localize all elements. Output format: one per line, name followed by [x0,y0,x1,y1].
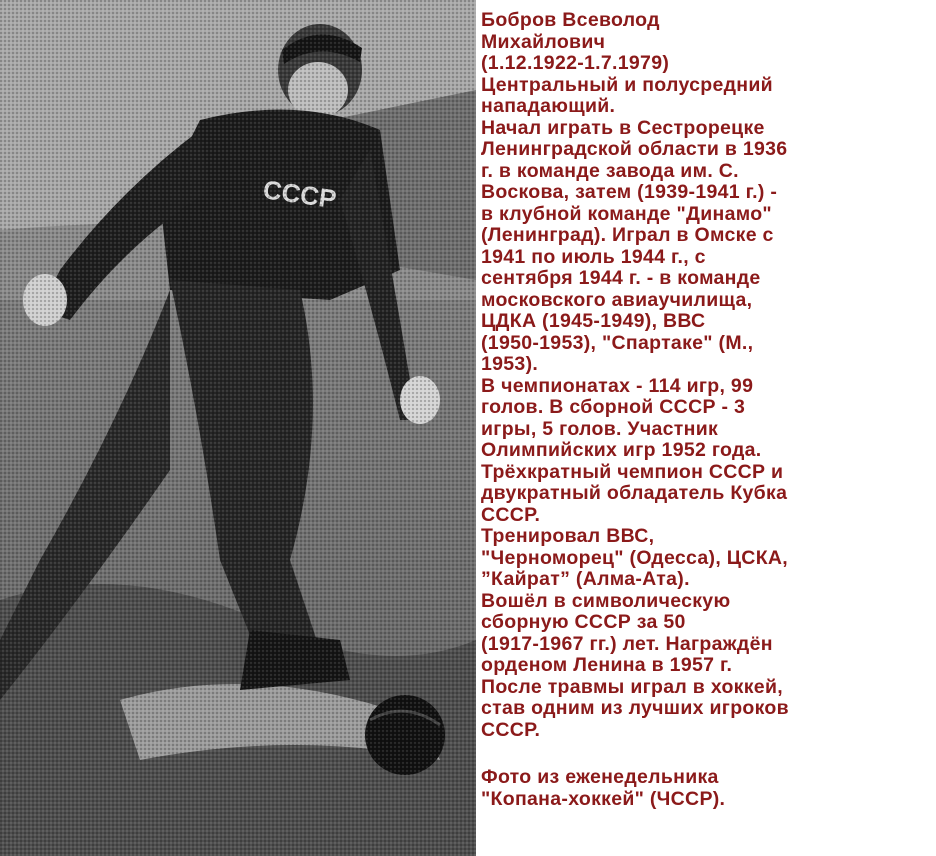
bio-line: Воскова, затем (1939-1941 г.) - [481,181,778,203]
bio-line: СССР. [481,503,541,526]
bio-line: нападающий. [481,95,616,117]
bio-line: После травмы играл в хоккей, [481,675,783,698]
bio-line: ЦДКА (1945-1949), ВВС [481,310,706,332]
bio-line: Вошёл в символическую [481,589,731,612]
bio-line: г. в команде завода им. С. [481,159,739,182]
bio-line: Центральный и полусредний [481,73,773,96]
bio-line: Ленинградской области в 1936 [481,138,788,160]
bio-line: Бобров Всеволод [481,9,660,31]
bio-line: Олимпийских игр 1952 года. [481,439,762,461]
bio-line: игры, 5 голов. Участник [481,417,719,440]
bio-line: орденом Ленина в 1957 г. [481,654,733,676]
bio-line: Михайлович [481,30,606,53]
bio-line: Начал играть в Сестрорецке [481,116,765,139]
bio-line: (1.12.1922-1.7.1979) [481,52,670,74]
bio-line: двукратный обладатель Кубка [481,482,788,504]
bio-line: Тренировал ВВС, [481,525,655,547]
photo-credit-line: "Копана-хоккей" (ЧССР). [481,787,726,810]
bio-line: сборную СССР за 50 [481,611,686,633]
photo-credit-line: Фото из еженедельника [481,766,719,788]
bio-line: (Ленинград). Играл в Омске с [481,224,774,246]
bio-line: 1953). [481,353,539,375]
bio-line: московского авиаучилища, [481,288,753,311]
bio-line: 1941 по июль 1944 г., с [481,245,706,268]
bio-line: в клубной команде "Динамо" [481,202,772,225]
spacer [481,741,933,767]
bio-line: "Черноморец" (Одесса), ЦСКА, [481,546,788,569]
bio-line: СССР. [481,718,541,741]
bio-line: голов. В сборной СССР - 3 [481,396,746,418]
bio-line: В чемпионатах - 114 игр, 99 [481,374,754,397]
bio-line: став одним из лучших игроков [481,697,789,719]
bio-line: (1917-1967 гг.) лет. Награждён [481,632,773,655]
biography-text [481,10,933,810]
bio-line: ”Кайрат” (Алма-Ата). [481,568,690,590]
bio-line: Трёхкратный чемпион СССР и [481,460,784,483]
bio-line: (1950-1953), "Спартаке" (М., [481,331,754,354]
bio-line: сентября 1944 г. - в команде [481,267,761,289]
